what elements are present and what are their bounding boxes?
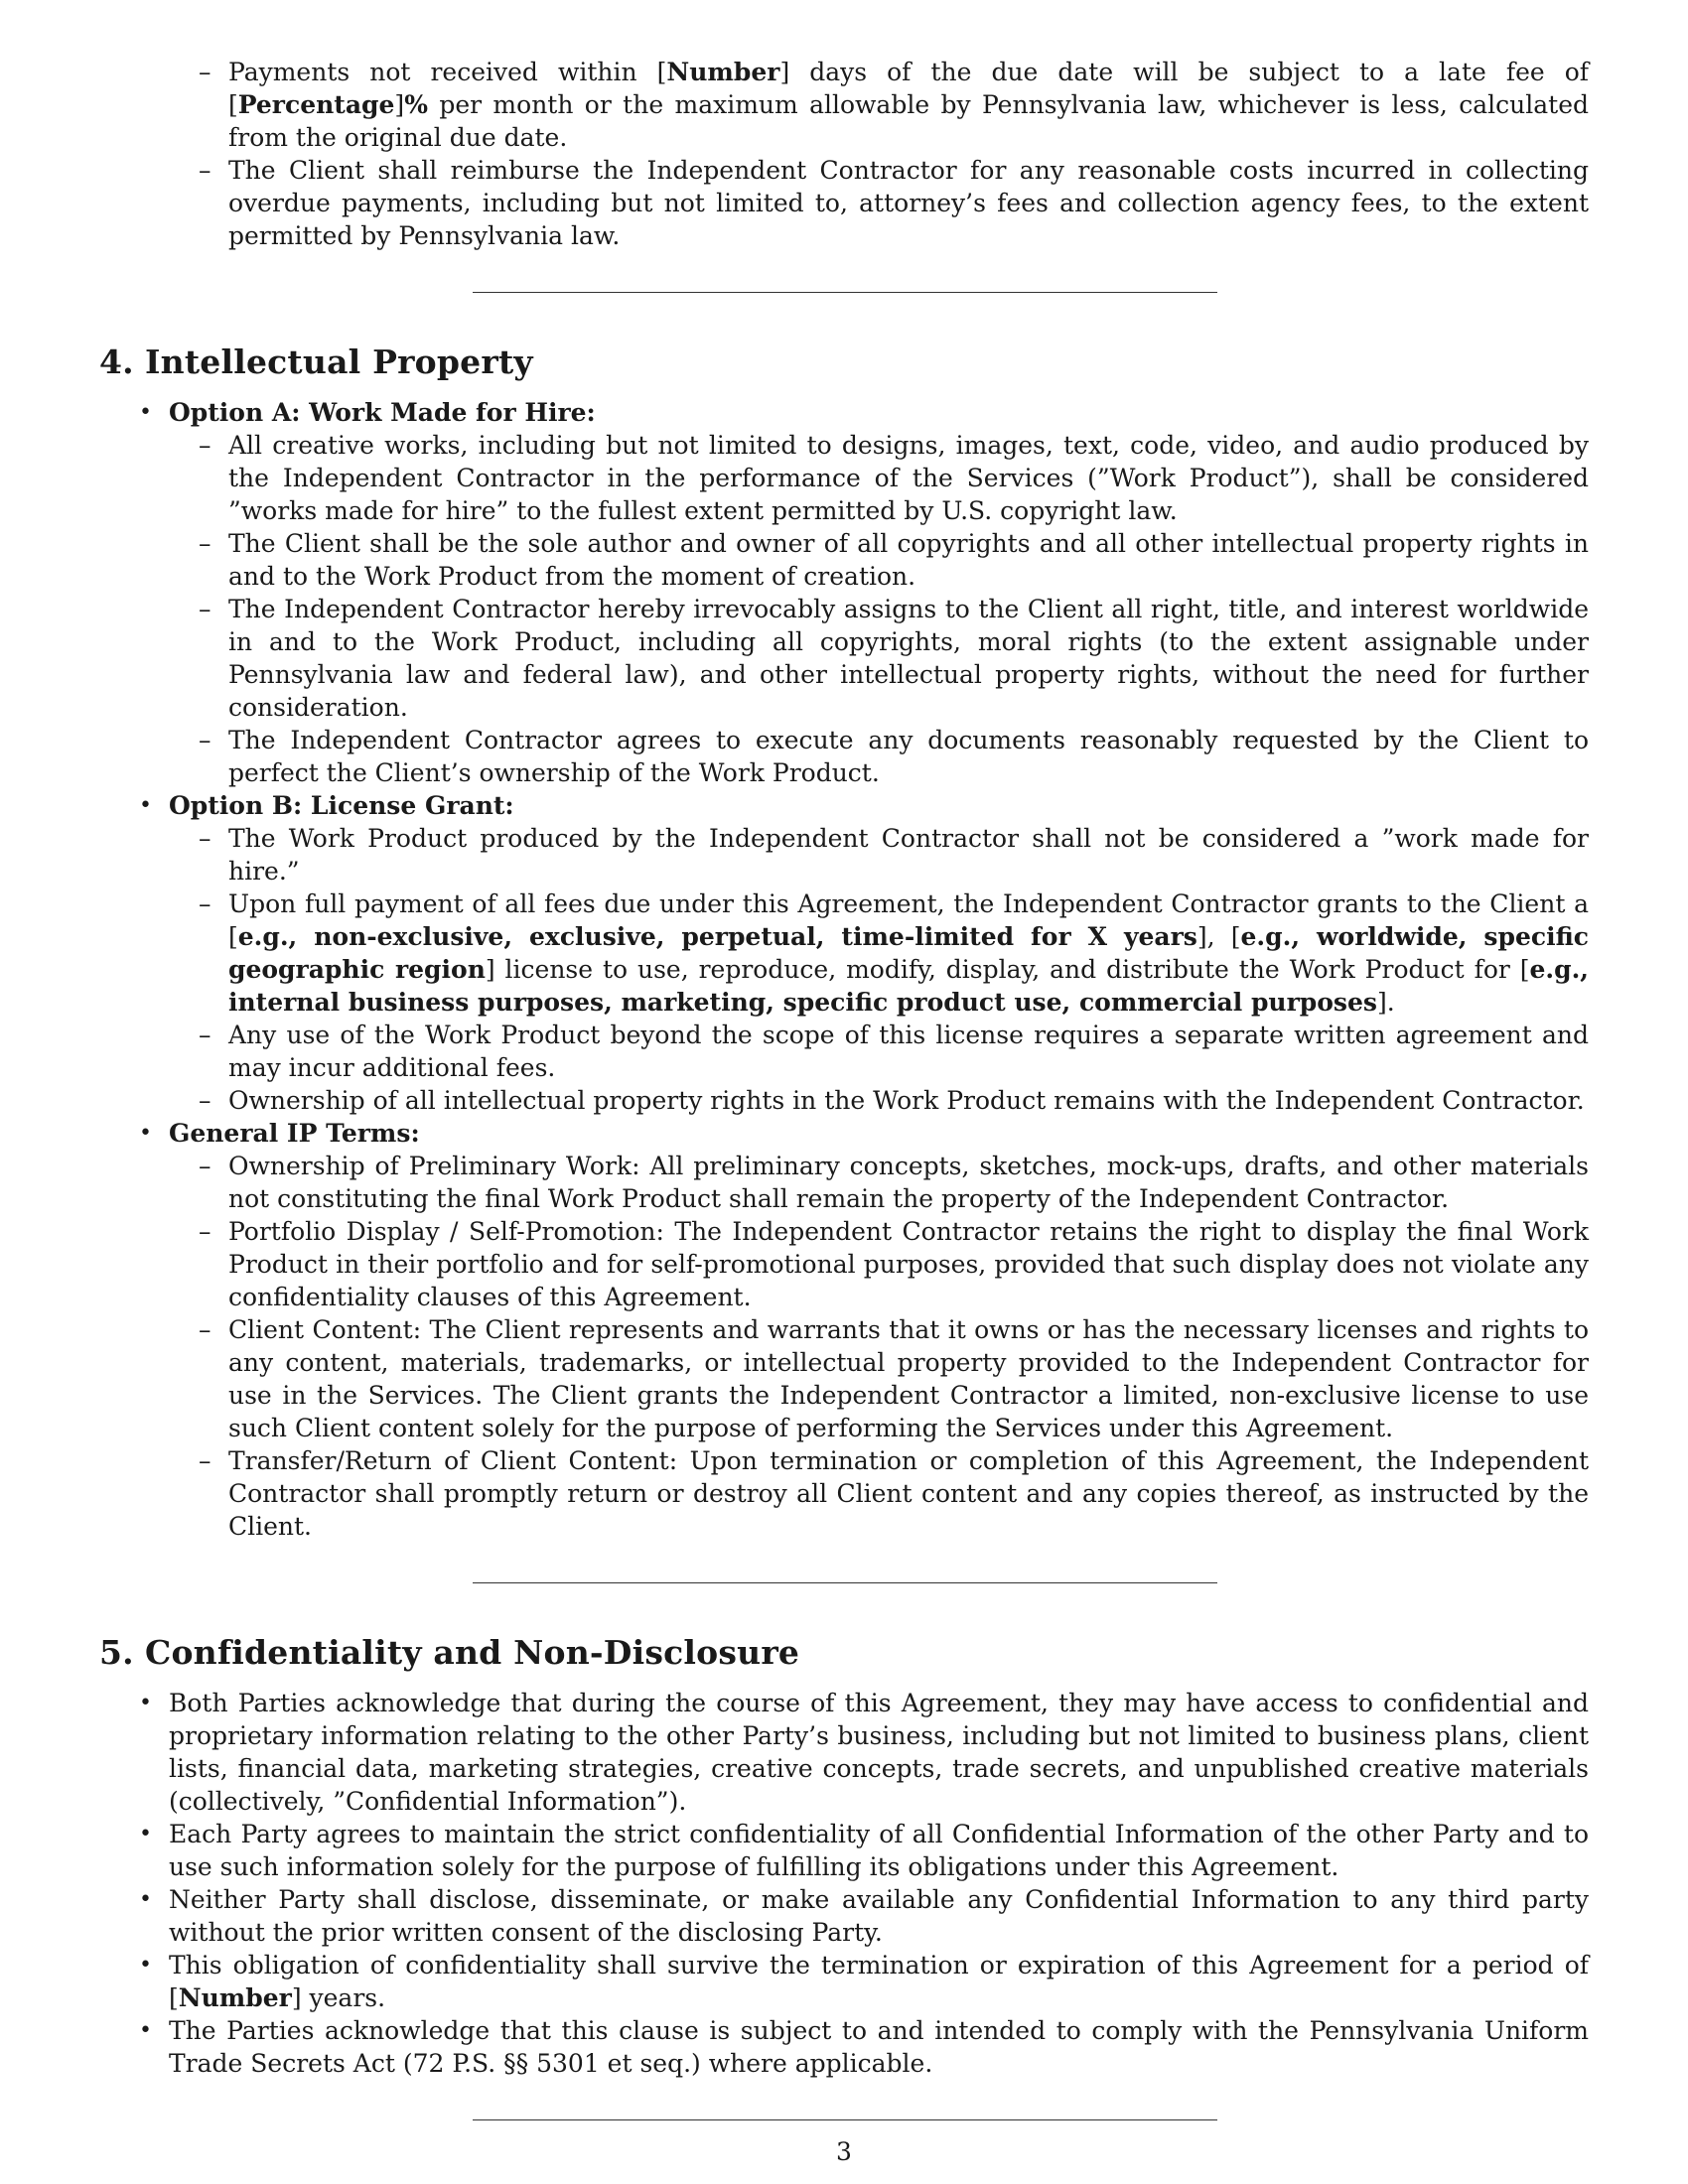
bullet-marker: • — [139, 2018, 152, 2043]
dash-marker: – — [199, 595, 211, 623]
dash-marker: – — [199, 824, 211, 853]
dash-marker: – — [199, 431, 211, 460]
dash-marker: – — [199, 156, 211, 185]
dash-marker: – — [199, 1086, 211, 1115]
section-divider — [473, 1582, 1217, 1583]
section-divider — [473, 2119, 1217, 2120]
bullet-marker: • — [139, 793, 152, 818]
option-a-item: – The Independent Contractor agrees to execute any documents reasonably requested by the Client to perfect the Client’s ownership of the Work Product. — [199, 726, 1589, 787]
option-a-item: – All creative works, including but not limited to designs, images, text, code, video, and audio produced by the Independent Contractor in the performance of the Services (”Work Product”), shall be considered ”works made for hire” to the fullest extent permitted by U.S. copyright law. — [199, 431, 1589, 525]
section-number: 4. — [99, 342, 134, 381]
section-title: Confidentiality and Non-Disclosure — [145, 1633, 800, 1672]
dash-marker: – — [199, 1152, 211, 1180]
option-b-item: – The Work Product produced by the Independent Contractor shall not be considered a ”work made for hire.” — [199, 824, 1589, 886]
option-a-heading: • Option A: Work Made for Hire: — [139, 398, 596, 427]
option-a-item: – The Independent Contractor hereby irrevocably assigns to the Client all right, title, and interest worldwide in and to the Work Product, including all copyrights, moral rights (to the extent assignable under Pennsylvania law and federal law), and other intellectual property rights, without the need for further consideration. — [199, 595, 1589, 722]
general-ip-item: – Portfolio Display / Self-Promotion: The Independent Contractor retains the right to display the final Work Product in their portfolio and for self-promotional purposes, provided that such display does not violate any confidentiality clauses of this Agreement. — [199, 1217, 1589, 1311]
section-number: 5. — [99, 1633, 134, 1672]
section-title: Intellectual Property — [145, 342, 533, 381]
section-divider — [473, 292, 1217, 293]
general-ip-item: – Transfer/Return of Client Content: Upon termination or completion of this Agreement, the Independent Contractor shall promptly return or destroy all Client content and any copies thereof, as instructed by the Client. — [199, 1446, 1589, 1541]
page-content — [99, 56, 1589, 2120]
bullet-marker: • — [139, 1822, 152, 1846]
option-a-item: – The Client shall be the sole author and owner of all copyrights and all other intellectual property rights in and to the Work Product from the moment of creation. — [199, 529, 1589, 591]
late-fee-clause: – Payments not received within [Number] days of the due date will be subject to a late fee of [Percentage]% per month or the maximum allowable by Pennsylvania law, whichever is less, calculated from the original due date. — [199, 58, 1590, 152]
dash-marker: – — [199, 58, 211, 86]
confidentiality-item: • Both Parties acknowledge that during the course of this Agreement, they may have access to confidential and proprietary information relating to the other Party’s business, including but not limited to business plans, client lists, financial data, marketing strategies, creative concepts, trade secrets, and unpublished creative materials (collectively, ”Confidential Information”). — [139, 1689, 1589, 1816]
general-ip-item: – Ownership of Preliminary Work: All preliminary concepts, sketches, mock-ups, drafts, and other materials not constituting the final Work Product shall remain the property of the Independent Contractor. — [199, 1152, 1589, 1213]
bullet-marker: • — [139, 1121, 152, 1146]
reimbursement-clause: – The Client shall reimburse the Independent Contractor for any reasonable costs incurred in collecting overdue payments, including but not limited to, attorney’s fees and collection agency fees, to the extent permitted by Pennsylvania law. — [199, 156, 1589, 250]
general-ip-item: – Client Content: The Client represents and warrants that it owns or has the necessary licenses and rights to any content, materials, trademarks, or intellectual property provided to the Independent Contractor for use in the Services. The Client grants the Independent Contractor a limited, non-exclusive license to use such Client content solely for the purpose of performing the Services under this Agreement. — [199, 1315, 1589, 1442]
dash-marker: – — [199, 726, 211, 754]
survival-clause: • This obligation of confidentiality shall survive the termination or expiration of this Agreement for a period of [Number] years. — [139, 1951, 1589, 2012]
dash-marker: – — [199, 889, 211, 918]
section-4-heading — [99, 342, 1589, 382]
option-b-item: – Any use of the Work Product beyond the scope of this license requires a separate written agreement and may incur additional fees. — [199, 1021, 1589, 1082]
bullet-marker: • — [139, 400, 152, 425]
section-5-heading — [99, 1633, 1589, 1673]
bullet-marker: • — [139, 1887, 152, 1912]
page-number: 3 — [836, 2137, 852, 2166]
confidentiality-item: • Each Party agrees to maintain the strict confidentiality of all Confidential Information of the other Party and to use such information solely for the purpose of fulfilling its obligations under this Agreement. — [139, 1820, 1589, 1881]
general-ip-heading: • General IP Terms: — [139, 1119, 420, 1148]
bullet-marker: • — [139, 1953, 152, 1978]
dash-marker: – — [199, 1315, 211, 1344]
confidentiality-item: • Neither Party shall disclose, disseminate, or make available any Confidential Information to any third party without the prior written consent of the disclosing Party. — [139, 1885, 1589, 1947]
option-b-heading: • Option B: License Grant: — [139, 791, 514, 820]
dash-marker: – — [199, 1021, 211, 1049]
option-b-item: – Ownership of all intellectual property rights in the Work Product remains with the Independent Contractor. — [199, 1086, 1585, 1115]
bullet-marker: • — [139, 1691, 152, 1715]
dash-marker: – — [199, 529, 211, 558]
license-grant-clause: – Upon full payment of all fees due under this Agreement, the Independent Contractor grants to the Client a [e.g., non-exclusive, exclusive, perpetual, time-limited for X years], [e.g., worldwide, specific geographic region] license to use, reproduce, modify, display, and distribute the Work Product for [e.g., internal business purposes, marketing, specific product use, commercial purposes]. — [199, 889, 1589, 1017]
dash-marker: – — [199, 1217, 211, 1246]
trade-secrets-clause: • The Parties acknowledge that this clause is subject to and intended to comply with the Pennsylvania Uniform Trade Secrets Act (72 P.S. §§ 5301 et seq.) where applicable. — [139, 2016, 1589, 2078]
dash-marker: – — [199, 1446, 211, 1475]
